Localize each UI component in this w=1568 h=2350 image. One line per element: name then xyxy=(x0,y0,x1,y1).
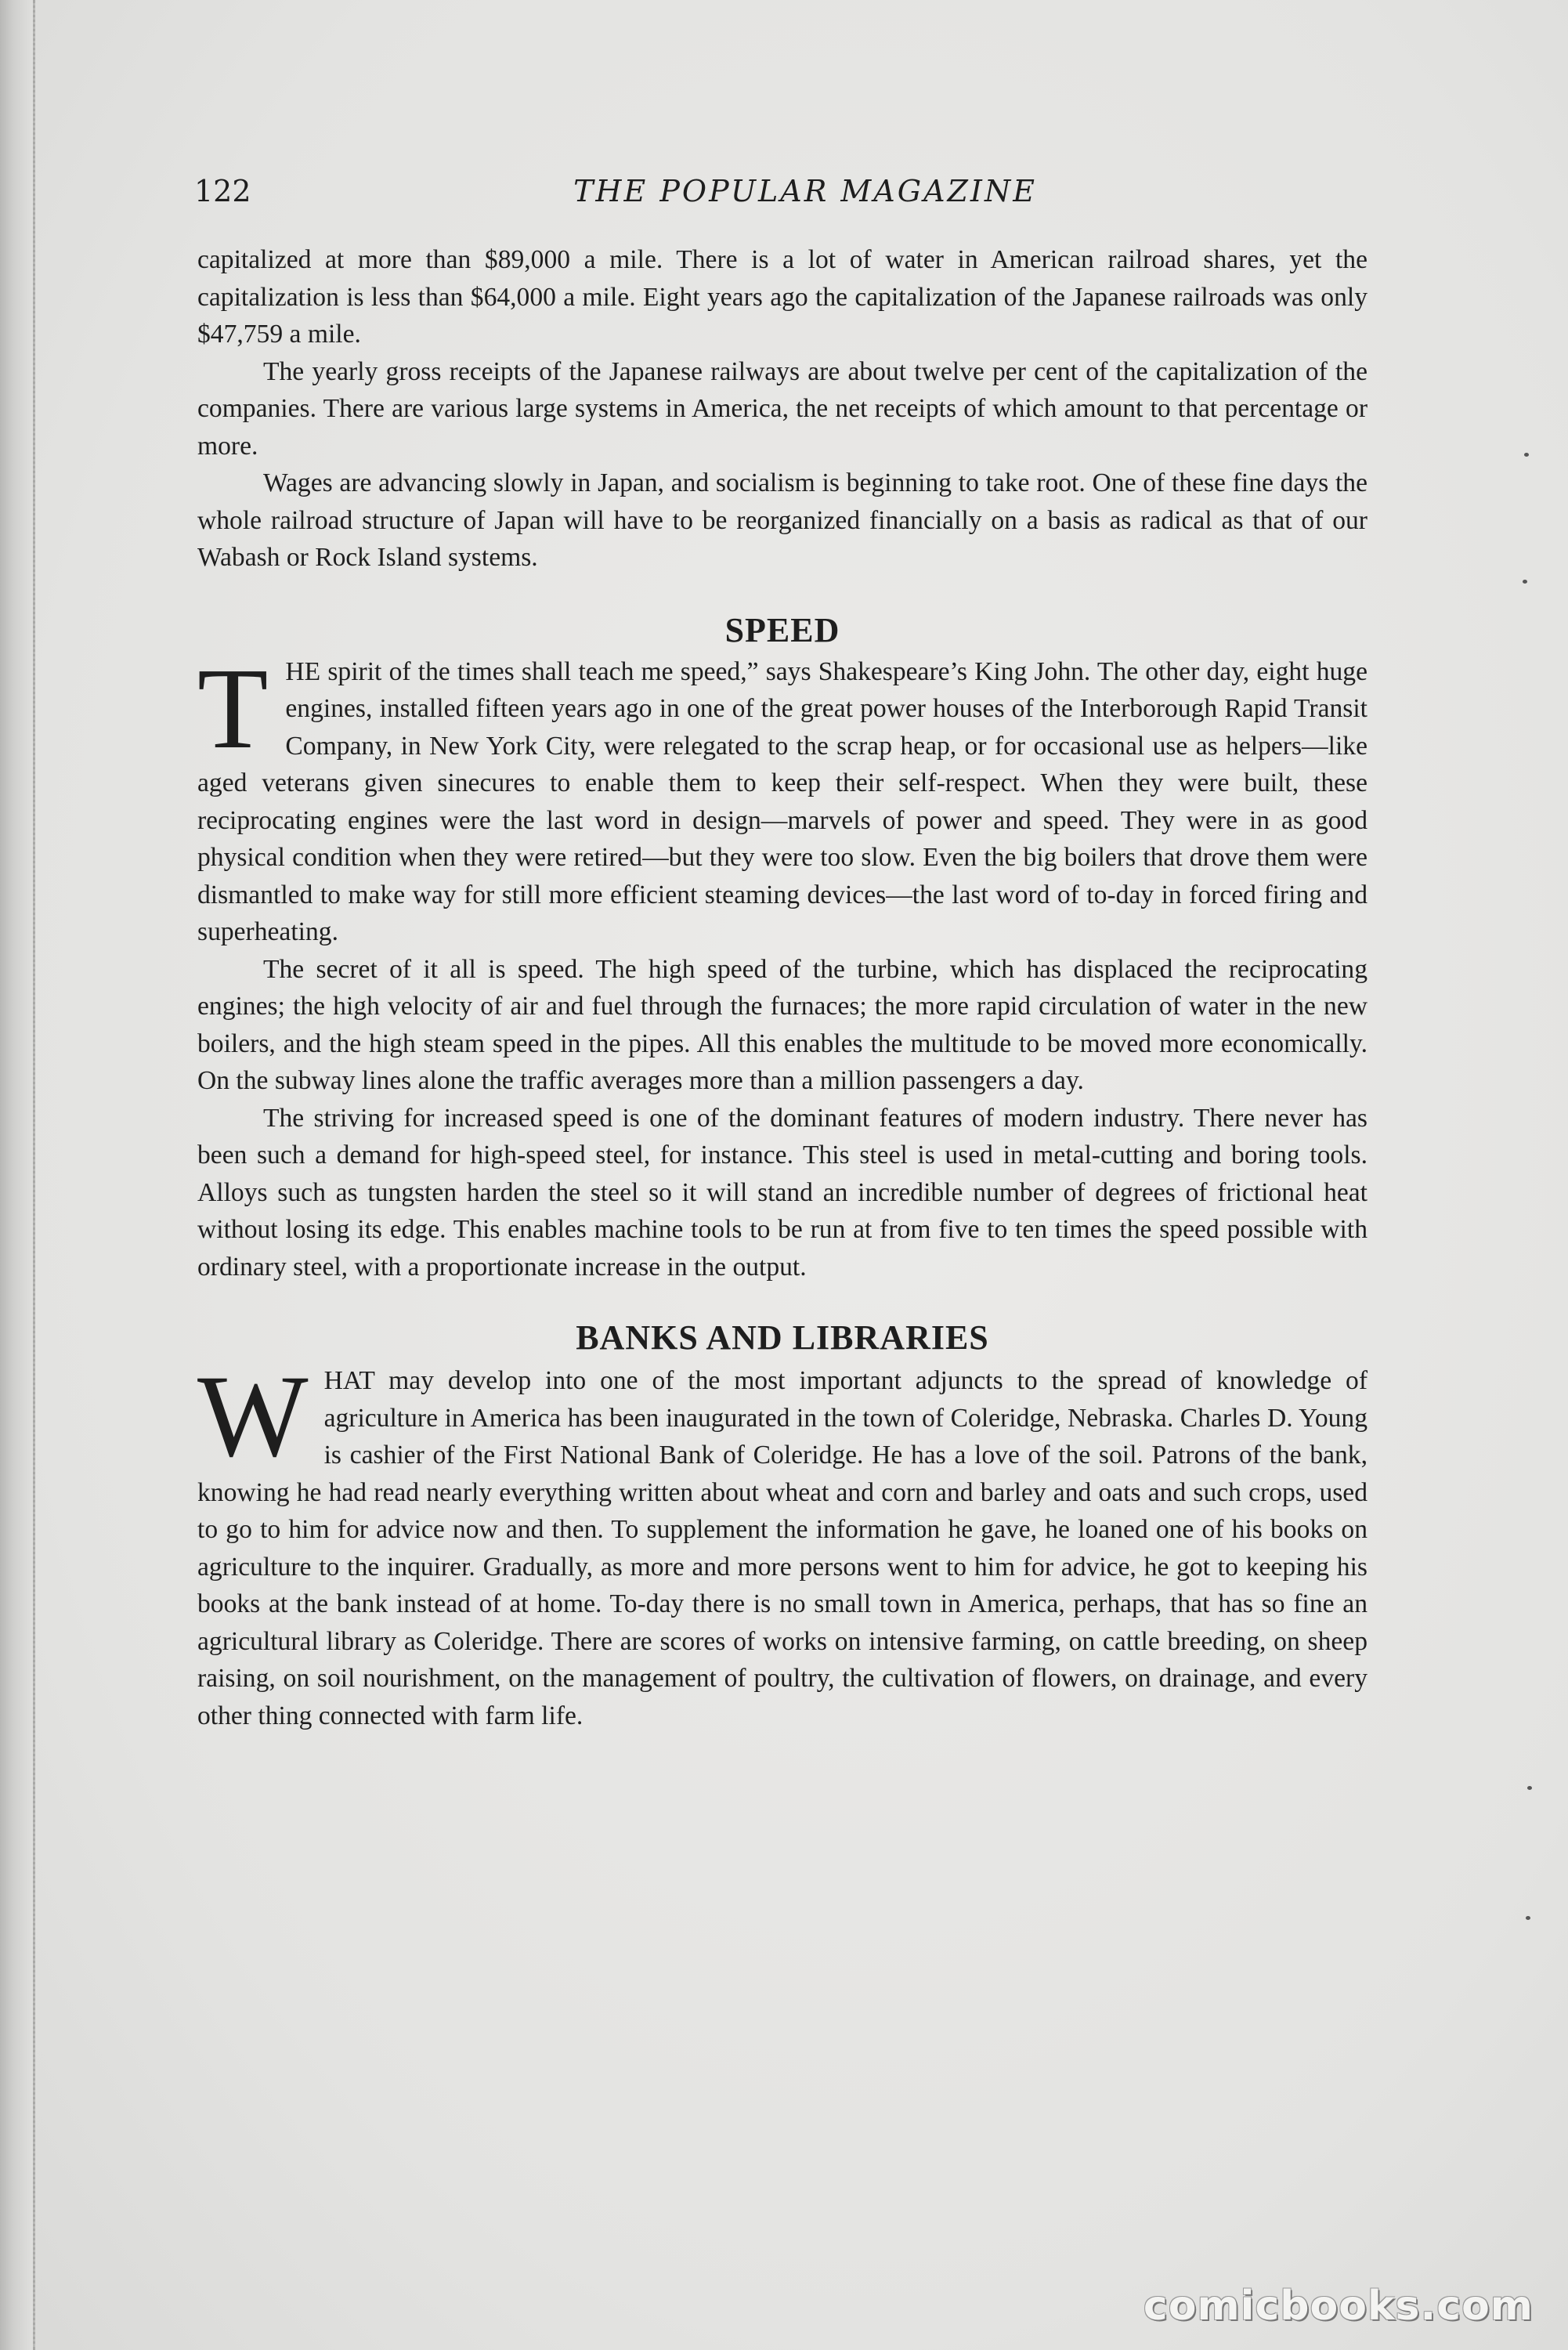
banks-first-paragraph xyxy=(197,1351,1367,1734)
paper-speck xyxy=(1527,1786,1532,1790)
section-title-speed: SPEED xyxy=(724,610,840,649)
drop-cap-t: T xyxy=(197,644,269,773)
page-header xyxy=(194,174,1369,221)
banks-first-paragraph-text: HAT may develop into one of the most important adjuncts to the spread of knowledge of agriculture in America has been inaugurated in the town of Coleridge, Nebraska. Charles D. Young is cashier of the First National Bank of Coleridge. He has a love of the soil. Patrons of the bank, knowing he had read nearly everything written about wheat and corn and barley and oats and such crops, used to go to him for advice now and then. To supplement the information he gave, he loaned one of his books on agriculture to the inquirer. Gradually, as more and more persons went to him for advice, he got to keeping his books at the bank instead of at home. To-day there is no small town in America, perhaps, that has so fine an agricultural library as Coleridge. There are scores of works on intensive farming, on cattle breeding, on sheep raising, on soil nourishment, on the management of poultry, the cultivation of flowers, on drainage, and every other thing connected with farm life. xyxy=(197,1366,1367,1730)
intro-paragraph: capitalized at more than $89,000 a mile. There is a lot of water in American railroad shares, yet the capitalization is less than $64,000 a mile. Eight years ago the capitalization of the Japanese railroads was only $47,759 a mile. xyxy=(197,245,1367,349)
drop-cap-w: W xyxy=(197,1351,309,1481)
running-head: THE POPULAR MAGAZINE xyxy=(573,174,1037,208)
intro-paragraph: Wages are advancing slowly in Japan, and socialism is beginning to take root. One of these fine days the whole railroad structure of Japan will have to be reorganized financially on a basis as radical as that of our Wabash or Rock Island systems. xyxy=(197,468,1367,572)
article-body xyxy=(197,241,1367,1734)
watermark-logo: comicbooks.com xyxy=(1143,2283,1534,2330)
paper-speck xyxy=(1524,453,1529,457)
speed-paragraph: The secret of it all is speed. The high speed of the turbine, which has displaced the reciprocating engines; the high velocity of air and fuel through the furnaces; the more rapid circulation of water in the new boilers, and the high steam speed in the pipes. All this enables the multitude to be moved more economically. On the subway lines alone the traffic averages more than a million passengers a day. xyxy=(197,954,1367,1095)
page-number: 122 xyxy=(194,174,251,208)
speed-first-paragraph xyxy=(197,644,1367,951)
section-title-banks-and-libraries: BANKS AND LIBRARIES xyxy=(576,1318,989,1357)
speed-paragraph: The striving for increased speed is one of the dominant features of modern industry. There never has been such a demand for high-speed steel, for instance. This steel is used in metal-cutting and boring tools. Alloys such as tungsten harden the steel so it will stand an incredible number of degrees of frictional heat without losing its edge. This enables machine tools to be run at from five to ten times the speed possible with ordinary steel, with a proportionate increase in the output. xyxy=(197,1103,1367,1282)
paper-speck xyxy=(1526,1916,1530,1920)
speed-first-paragraph-text: HE spirit of the times shall teach me speed,” says Shakespeare’s King John. The other day, eight huge engines, installed fifteen years ago in one of the great power houses of the Interborough Rapid Transit Company, in New York City, were relegated to the scrap heap, or for occasional use as helpers—like aged veterans given sinecures to enable them to keep their self-respect. When they were built, these reciprocating engines were the last word in design—marvels of power and speed. They were in as good physical condition when they were retired—but they were too slow. Even the big boilers that drove them were dismantled to make way for still more efficient steaming devices—the last word of to-day in forced firing and superheating. xyxy=(197,656,1367,946)
page-binding-edge xyxy=(0,0,35,2350)
paper-speck xyxy=(1523,580,1527,584)
intro-paragraph: The yearly gross receipts of the Japanese railways are about twelve per cent of the capitalization of the companies. There are various large systems in America, the net receipts of which amount to that percentage or more. xyxy=(197,356,1367,461)
